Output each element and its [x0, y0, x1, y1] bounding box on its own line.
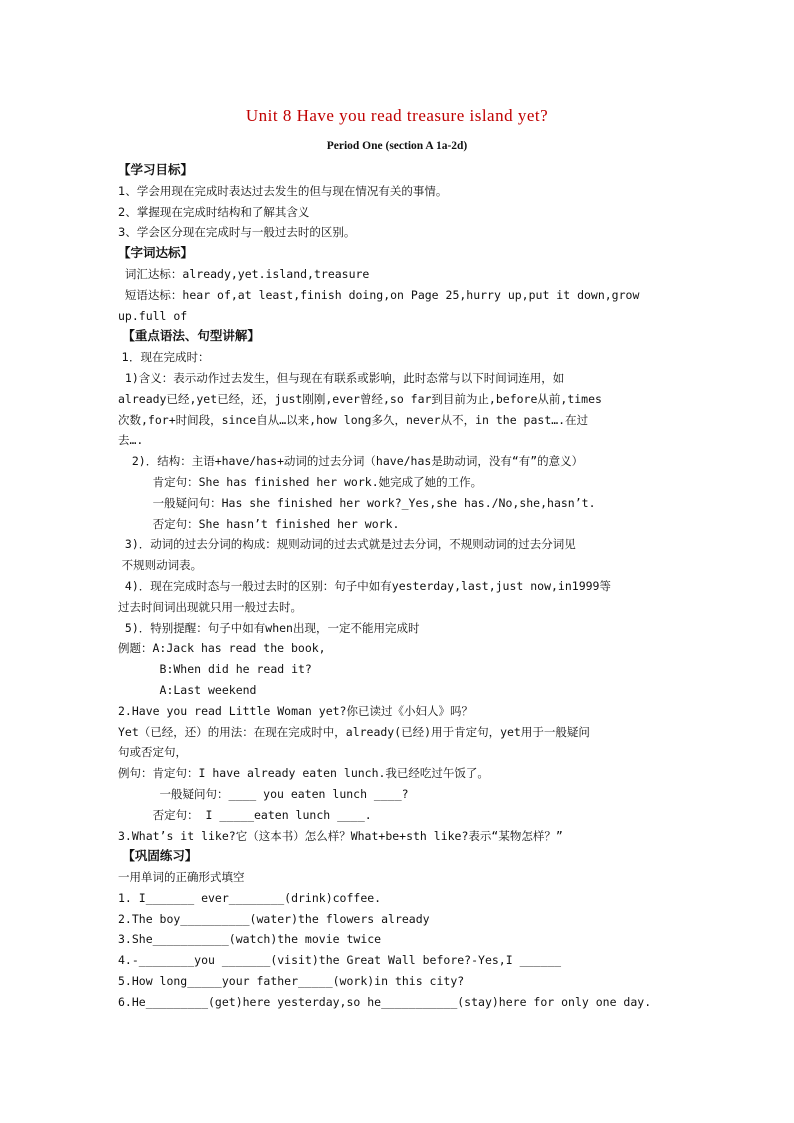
- document-title: Unit 8 Have you read treasure island yet?: [245, 106, 549, 125]
- text-line: 否定句： I _____eaten lunch ____.: [118, 807, 372, 822]
- text-line: 一般疑问句：____ you eaten lunch ____?: [118, 786, 409, 801]
- text-line: 2)．结构：主语+have/has+动词的过去分词（have/has是助动词，没有“有”的意义）: [118, 454, 584, 469]
- text-line: 3.She___________(watch)the movie twice: [118, 932, 382, 947]
- text-line: 一用单词的正确形式填空: [118, 870, 245, 885]
- text-line: 1. I_______ ever________(drink)coffee.: [118, 890, 382, 905]
- text-line: 5.How long_____your father_____(work)in this city?: [118, 974, 465, 989]
- text-line: 1．现在完成时：: [118, 350, 210, 365]
- text-line: 6.He_________(get)here yesterday,so he___________(stay)here for only one day.: [118, 994, 652, 1009]
- text-line: 去….: [118, 433, 144, 448]
- text-line: 1)含义：表示动作过去发生，但与现在有联系或影响，此时态常与以下时间词连用，如: [118, 370, 565, 385]
- section-heading: 【巩固练习】: [118, 848, 198, 864]
- document-body: [118, 160, 678, 1013]
- text-line: 否定句：She hasn’t finished her work.: [118, 516, 400, 531]
- text-line: 一般疑问句：Has she finished her work?_Yes,she has./No,she,hasn’t.: [118, 495, 596, 510]
- text-line: B:When did he read it?: [118, 662, 312, 677]
- text-line: 3.What’s it like?它（这本书）怎么样？What+be+sth like?表示“某物怎样？”: [118, 828, 563, 843]
- text-line: 4)．现在完成时态与一般过去时的区别：句子中如有yesterday,last,just now,in1999等: [118, 578, 611, 593]
- text-line: 短语达标：hear of,at least,finish doing,on Page 25,hurry up,put it down,grow: [118, 287, 640, 302]
- text-line: 4.-________you _______(visit)the Great Wall before?-Yes,I ______: [118, 953, 562, 968]
- text-line: 2.Have you read Little Woman yet?你已读过《小妇人》吗？: [118, 703, 473, 718]
- text-line: A:Last weekend: [118, 682, 257, 697]
- text-line: 5)．特别提醒：句子中如有when出现，一定不能用完成时: [118, 620, 420, 635]
- section-heading: 【字词达标】: [118, 245, 194, 261]
- text-line: 词汇达标：already,yet.island,treasure: [118, 266, 370, 281]
- text-line: 3)．动词的过去分词的构成：规则动词的过去式就是过去分词，不规则动词的过去分词见: [118, 537, 576, 552]
- text-line: 不规则动词表。: [118, 558, 203, 573]
- document-subtitle: Period One (section A 1a-2d): [326, 140, 468, 152]
- text-line: 过去时间词出现就只用一般过去时。: [118, 599, 302, 614]
- section-heading: 【学习目标】: [118, 162, 194, 177]
- text-line: up.full of: [118, 308, 188, 323]
- text-line: 例题：A:Jack has read the book,: [118, 641, 326, 656]
- text-line: 3、学会区分现在完成时与一般过去时的区别。: [118, 225, 356, 240]
- text-line: 次数,for+时间段，since自从…以来,how long多久，never从不，in the past….在过: [118, 412, 589, 427]
- text-line: Yet（已经，还）的用法：在现在完成时中，already(已经)用于肯定句，yet用于一般疑问: [118, 724, 590, 739]
- text-line: 例句：肯定句：I have already eaten lunch.我已经吃过午饭了。: [118, 766, 489, 781]
- text-line: 句或否定句，: [118, 745, 187, 760]
- text-line: 2.The boy__________(water)the flowers already: [118, 911, 430, 926]
- section-heading: 【重点语法、句型讲解】: [118, 328, 260, 344]
- text-line: 2、掌握现在完成时结构和了解其含义: [118, 204, 310, 219]
- text-line: already已经,yet已经，还，just刚刚,ever曾经,so far到目前为止,before从前,times: [118, 391, 602, 406]
- text-line: 肯定句：She has finished her work.她完成了她的工作。: [118, 474, 483, 489]
- text-line: 1、学会用现在完成时表达过去发生的但与现在情况有关的事情。: [118, 183, 448, 198]
